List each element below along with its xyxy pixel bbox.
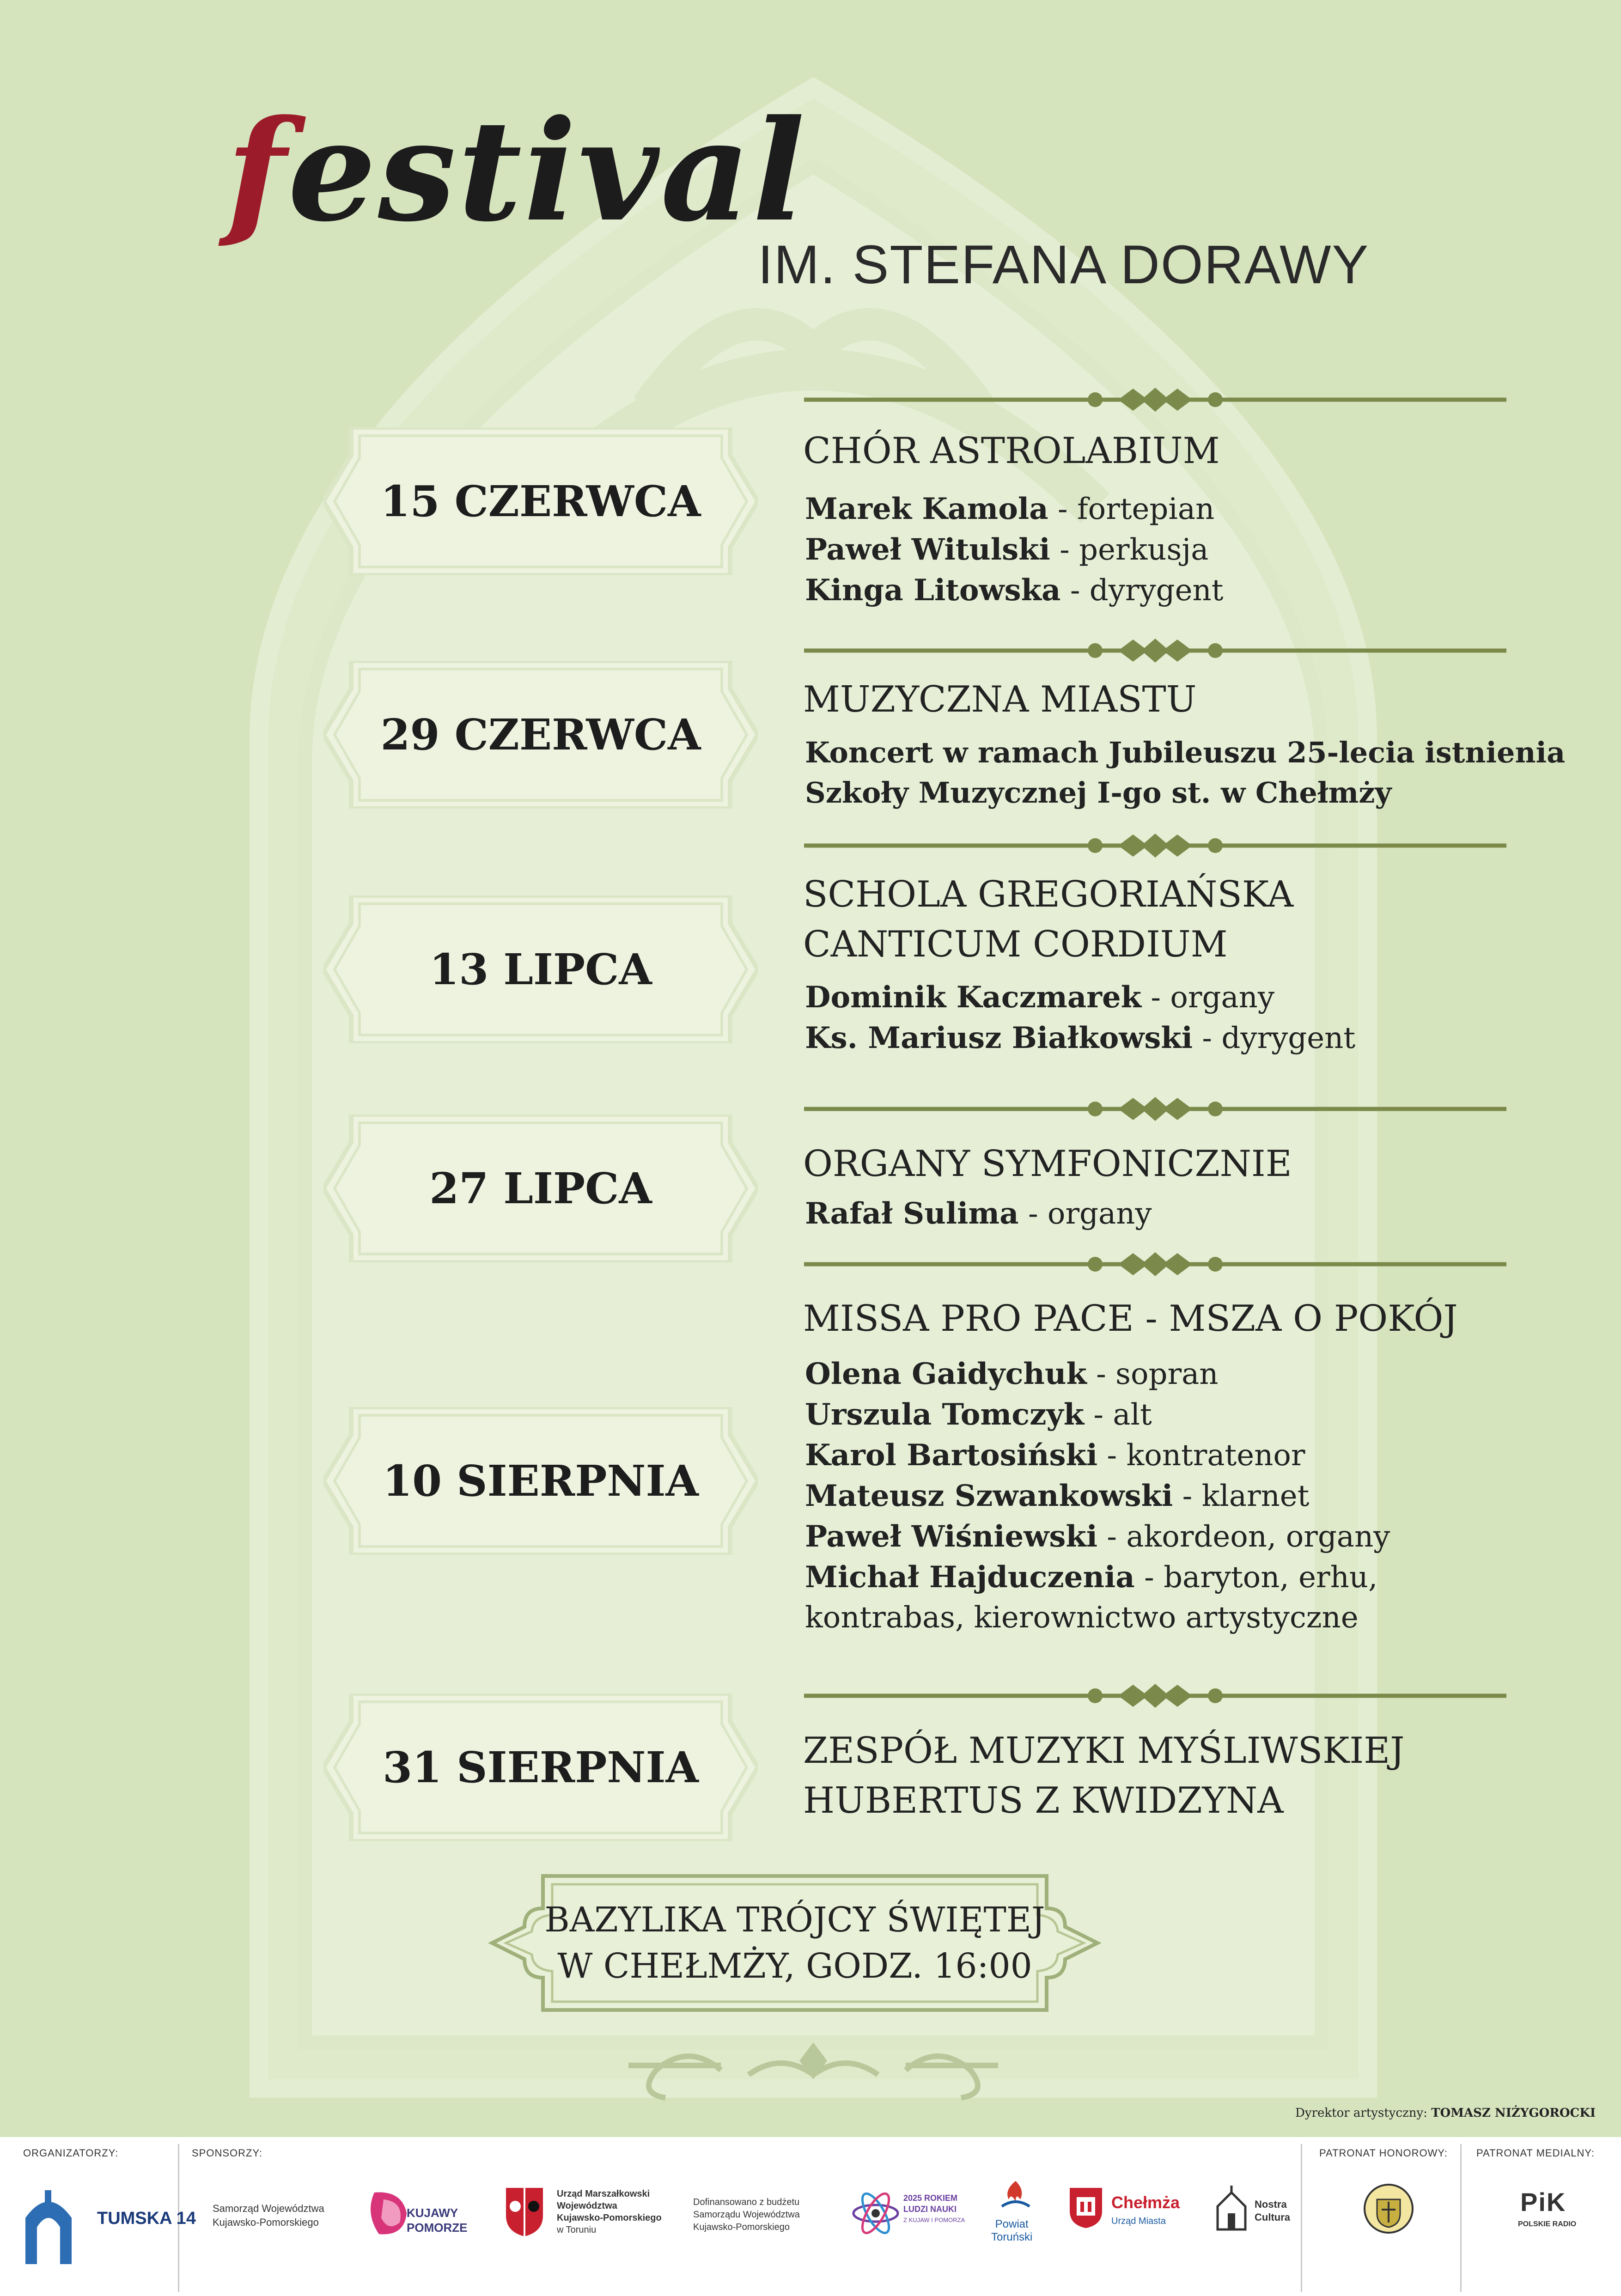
performer-line (805, 1435, 1390, 1476)
event-description (805, 732, 1565, 813)
coat-of-arms-icon (501, 2183, 548, 2239)
performer-list (805, 1354, 1390, 1638)
pik-radio-logo: PiK (1520, 2187, 1566, 2217)
event-date: 15 CZERWCA (380, 476, 701, 526)
performer-name: Karol Bartosiński (805, 1438, 1098, 1473)
performer-list (805, 977, 1355, 1059)
performer-role: - perkusja (1050, 533, 1209, 567)
event-title: ORGANY SYMFONICZNIE (803, 1143, 1292, 1185)
logo-line: Z KUJAW I POMORZA (903, 2217, 965, 2223)
event-date: 10 SIERPNIA (383, 1456, 699, 1506)
event-title: MUZYCZNA MIASTU (803, 679, 1197, 720)
date-badge (323, 1693, 758, 1841)
performer-line (805, 1516, 1390, 1557)
chelmza-logo (1111, 2193, 1180, 2230)
performer-role: - sopran (1086, 1357, 1219, 1391)
performer-list (805, 489, 1223, 611)
event-title-line: HUBERTUS Z KWIDZYNA (803, 1780, 1284, 1821)
powiat-torunski-logo (991, 2218, 1032, 2244)
ornament-separator (804, 637, 1506, 664)
performer-role: - fortepian (1048, 492, 1215, 526)
footer-divider (1460, 2144, 1462, 2292)
logo-line: Kujawsko-Pomorskiego (557, 2213, 662, 2223)
date-badge (323, 427, 758, 575)
polskie-radio-label: POLSKIE RADIO (1518, 2220, 1577, 2228)
performer-role: - organy (1018, 1197, 1152, 1231)
church-icon (1213, 2186, 1250, 2232)
venue-text (488, 1867, 1102, 2019)
performer-line (805, 1018, 1355, 1059)
performer-name: Dominik Kaczmarek (805, 980, 1142, 1015)
bishop-crest-icon (1361, 2181, 1416, 2236)
event-date: 13 LIPCA (429, 944, 652, 994)
chelmza-crest-icon (1067, 2186, 1104, 2229)
event-date: 29 CZERWCA (380, 710, 701, 760)
logo-line: Nostra (1255, 2199, 1287, 2210)
logo-line: Kujawsko-Pomorskiego (213, 2217, 319, 2228)
logo-line: Samorząd Województwa (213, 2203, 324, 2214)
performer-name: Rafał Sulima (805, 1196, 1019, 1231)
event-title: MISSA PRO PACE - MSZA O POKÓJ (803, 1298, 1458, 1340)
performer-name: Kinga Litowska (805, 573, 1061, 608)
organizers-label: ORGANIZATORZY: (23, 2147, 119, 2159)
ornament-separator (804, 386, 1506, 414)
event-date: 31 SIERPNIA (383, 1742, 699, 1792)
powiat-torunski-icon (997, 2179, 1034, 2216)
logo-line: w Toruniu (557, 2225, 597, 2235)
event-title-line: SCHOLA GREGORIAŃSKA (803, 874, 1294, 915)
media-patronage-label: PATRONAT MEDIALNY: (1476, 2147, 1595, 2159)
festival-header (0, 0, 1621, 370)
performer-line (805, 530, 1223, 570)
footer-logos (0, 2137, 1621, 2296)
performer-role: - baryton, erhu, (1134, 1560, 1378, 1595)
logo-line: Kujawsko-Pomorskiego (693, 2222, 790, 2232)
performer-list (805, 1194, 1152, 1234)
ornament-separator (804, 1250, 1506, 1278)
performer-role: - klarnet (1173, 1479, 1310, 1513)
performer-name: Ks. Mariusz Białkowski (805, 1021, 1193, 1055)
performer-role: - kontratenor (1097, 1438, 1305, 1473)
performer-line (805, 1395, 1390, 1435)
atom-icon (850, 2188, 901, 2239)
festival-title (226, 89, 807, 252)
logo-line: Urząd Marszałkowski (557, 2189, 650, 2199)
performer-role: - dyrygent (1193, 1021, 1356, 1055)
logo-line: Województwa (557, 2201, 617, 2211)
description-line: Koncert w ramach Jubileuszu 25-lecia istnienia (805, 736, 1566, 769)
nostra-cultura-logo (1255, 2198, 1290, 2224)
performer-role: - dyrygent (1060, 573, 1224, 608)
logo-line: Chełmża (1111, 2193, 1180, 2212)
performer-name: Paweł Wiśniewski (805, 1519, 1098, 1554)
rok-ludzi-nauki-logo (903, 2192, 965, 2226)
logo-line: 2025 ROKIEM (903, 2193, 958, 2203)
performer-line (805, 1354, 1390, 1395)
venue-line: BAZYLIKA TRÓJCY ŚWIĘTEJ (544, 1900, 1045, 1940)
performer-line (805, 489, 1223, 530)
logo-line: Cultura (1255, 2211, 1290, 2223)
performer-line (805, 977, 1355, 1018)
performer-line (805, 570, 1223, 611)
performer-name: Michał Hajduczenia (805, 1560, 1135, 1595)
date-badge (323, 661, 758, 809)
performer-role: - organy (1141, 981, 1274, 1015)
logo-line: Samorządu Województwa (693, 2210, 800, 2220)
performer-name: Olena Gaidychuk (805, 1357, 1087, 1391)
ornament-separator (804, 1682, 1506, 1710)
performer-role: - akordeon, organy (1097, 1520, 1390, 1554)
event-title-line: CANTICUM CORDIUM (803, 924, 1228, 965)
festival-title-first-letter: f (226, 89, 288, 252)
tumska-logo: TUMSKA 14 (97, 2209, 196, 2228)
honorary-patronage-label: PATRONAT HONOROWY: (1319, 2147, 1448, 2159)
director-label: Dyrektor artystyczny: (1295, 2106, 1427, 2120)
description-line: Szkoły Muzycznej I-go st. w Chełmży (805, 776, 1392, 810)
logo-line: Toruński (991, 2231, 1033, 2243)
logo-line: LUDZI NAUKI (903, 2205, 957, 2214)
artistic-director (1295, 2106, 1596, 2120)
urzad-marszalkowski-logo (557, 2188, 662, 2236)
performer-line (805, 1476, 1390, 1516)
director-name: TOMASZ NIŻYGOROCKI (1431, 2106, 1596, 2120)
logo-line: Powiat (995, 2218, 1029, 2230)
event-date: 27 LIPCA (429, 1163, 652, 1213)
kujawy-pomorze-logo (407, 2205, 467, 2235)
dofinansowano-logo (693, 2196, 800, 2234)
festival-title-rest: estival (288, 89, 807, 252)
venue-badge (488, 1867, 1102, 2019)
samorzad-logo (213, 2202, 324, 2229)
event-title (803, 1726, 1404, 1826)
date-badge (323, 1115, 758, 1262)
performer-role: - alt (1084, 1398, 1152, 1432)
performer-line (805, 1194, 1152, 1234)
footer-divider (1301, 2144, 1302, 2292)
performer-line (805, 1557, 1390, 1598)
performer-name: Marek Kamola (805, 492, 1048, 526)
logo-line: POMORZE (407, 2221, 468, 2235)
ornament-separator (804, 1095, 1506, 1123)
festival-subtitle: IM. STEFANA DORAWY (758, 234, 1370, 295)
logo-line: Urząd Miasta (1111, 2216, 1166, 2226)
event-title-line: ZESPÓŁ MUZYKI MYŚLIWSKIEJ (803, 1730, 1405, 1772)
logo-line: KUJAWY (407, 2206, 458, 2220)
performer-name: Mateusz Szwankowski (805, 1479, 1173, 1513)
sponsors-label: SPONSORZY: (192, 2147, 263, 2159)
performer-name: Urszula Tomczyk (805, 1397, 1085, 1432)
date-badge (323, 895, 758, 1043)
event-title: CHÓR ASTROLABIUM (803, 430, 1220, 472)
logo-line: Dofinansowano z budżetu (693, 2197, 800, 2207)
parish-logo-icon (16, 2181, 81, 2269)
date-badge (323, 1407, 758, 1555)
venue-line: W CHEŁMŻY, GODZ. 16:00 (557, 1946, 1032, 1986)
ornament-separator (804, 832, 1506, 859)
event-title (803, 870, 1293, 969)
performer-line-continued: kontrabas, kierownictwo artystyczne (805, 1601, 1359, 1635)
performer-name: Paweł Witulski (805, 532, 1050, 567)
